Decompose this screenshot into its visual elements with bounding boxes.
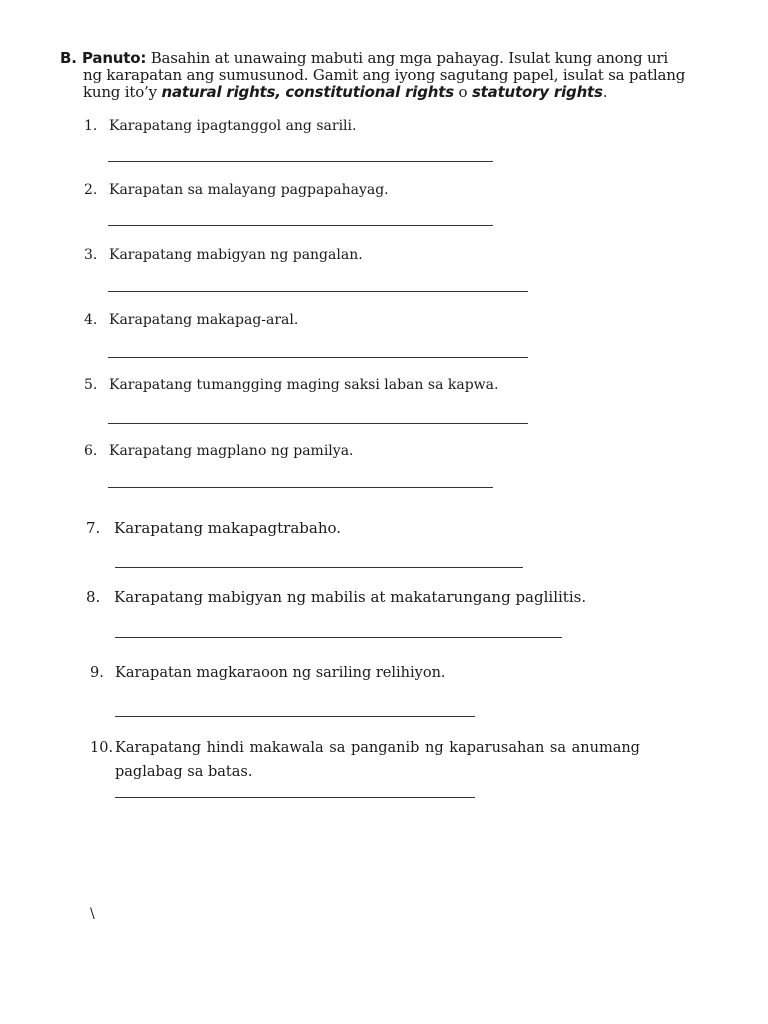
question-text: Karapatang tumangging maging saksi laban sa kapwa.: [109, 377, 499, 393]
question-item-1: [84, 118, 356, 134]
question-text: Karapatan sa malayang pagpapahayag.: [109, 182, 389, 198]
question-item-5: [84, 377, 498, 393]
question-text: Karapatan magkaraoon ng sariling relihiyon.: [115, 665, 446, 681]
constitutional-rights-term: constitutional rights: [285, 83, 454, 101]
question-text: Karapatang magplano ng pamilya.: [109, 443, 354, 459]
answer-blank-9[interactable]: [115, 716, 475, 717]
question-text-line-2: paglabag sa batas.: [115, 764, 253, 780]
question-item-6: [84, 443, 354, 459]
question-item-10: [90, 740, 640, 756]
question-number: 5.: [84, 377, 98, 393]
question-item-2: [84, 182, 389, 198]
question-item-7: [86, 519, 341, 537]
instructions-text-3: kung ito’y: [83, 83, 157, 101]
answer-blank-4[interactable]: [108, 357, 528, 358]
section-label: B.: [60, 49, 77, 67]
question-number: 8.: [86, 588, 101, 606]
question-text: Karapatang makapag-aral.: [109, 312, 299, 328]
question-text: Karapatang makapagtrabaho.: [114, 519, 342, 537]
question-number: 10.: [90, 740, 114, 756]
question-text: Karapatang ipagtanggol ang sarili.: [109, 118, 357, 134]
question-item-4: [84, 312, 298, 328]
question-item-10-continued: [115, 764, 252, 780]
natural-rights-term: natural rights: [161, 83, 276, 101]
period: .: [602, 83, 608, 101]
question-number: 9.: [90, 665, 104, 681]
answer-blank-6[interactable]: [108, 487, 493, 488]
or-word: o: [458, 83, 468, 101]
question-item-8: [86, 588, 586, 606]
question-item-3: [84, 247, 363, 263]
stray-mark: \: [90, 906, 95, 922]
answer-blank-3[interactable]: [108, 291, 528, 292]
question-number: 7.: [86, 519, 101, 537]
statutory-rights-term: statutory rights: [471, 83, 603, 101]
question-text: Karapatang mabigyan ng pangalan.: [109, 247, 363, 263]
answer-blank-8[interactable]: [115, 637, 562, 638]
answer-blank-1[interactable]: [108, 161, 493, 162]
panuto-label: Panuto:: [82, 49, 147, 67]
comma: ,: [275, 83, 281, 101]
question-text-line-1: Karapatang hindi makawala sa panganib ng kaparusahan sa anumang: [115, 740, 640, 756]
instructions-line-3: [60, 84, 710, 101]
instructions-line-1: [60, 50, 710, 67]
question-number: 3.: [84, 247, 98, 263]
answer-blank-2[interactable]: [108, 225, 493, 226]
question-number: 2.: [84, 182, 98, 198]
question-item-9: [90, 665, 446, 681]
answer-blank-5[interactable]: [108, 423, 528, 424]
answer-blank-10[interactable]: [115, 797, 475, 798]
instructions-line-2: ng karapatan ang sumusunod. Gamit ang iyong sagutang papel, isulat sa patlang: [83, 66, 686, 84]
question-number: 6.: [84, 443, 98, 459]
instructions-block: [60, 50, 710, 101]
answer-blank-7[interactable]: [115, 567, 523, 568]
instructions-text-1: Basahin at unawaing mabuti ang mga pahayag. Isulat kung anong uri: [150, 49, 668, 67]
question-text: Karapatang mabigyan ng mabilis at makatarungang paglilitis.: [114, 588, 587, 606]
question-number: 4.: [84, 312, 98, 328]
question-number: 1.: [84, 118, 98, 134]
